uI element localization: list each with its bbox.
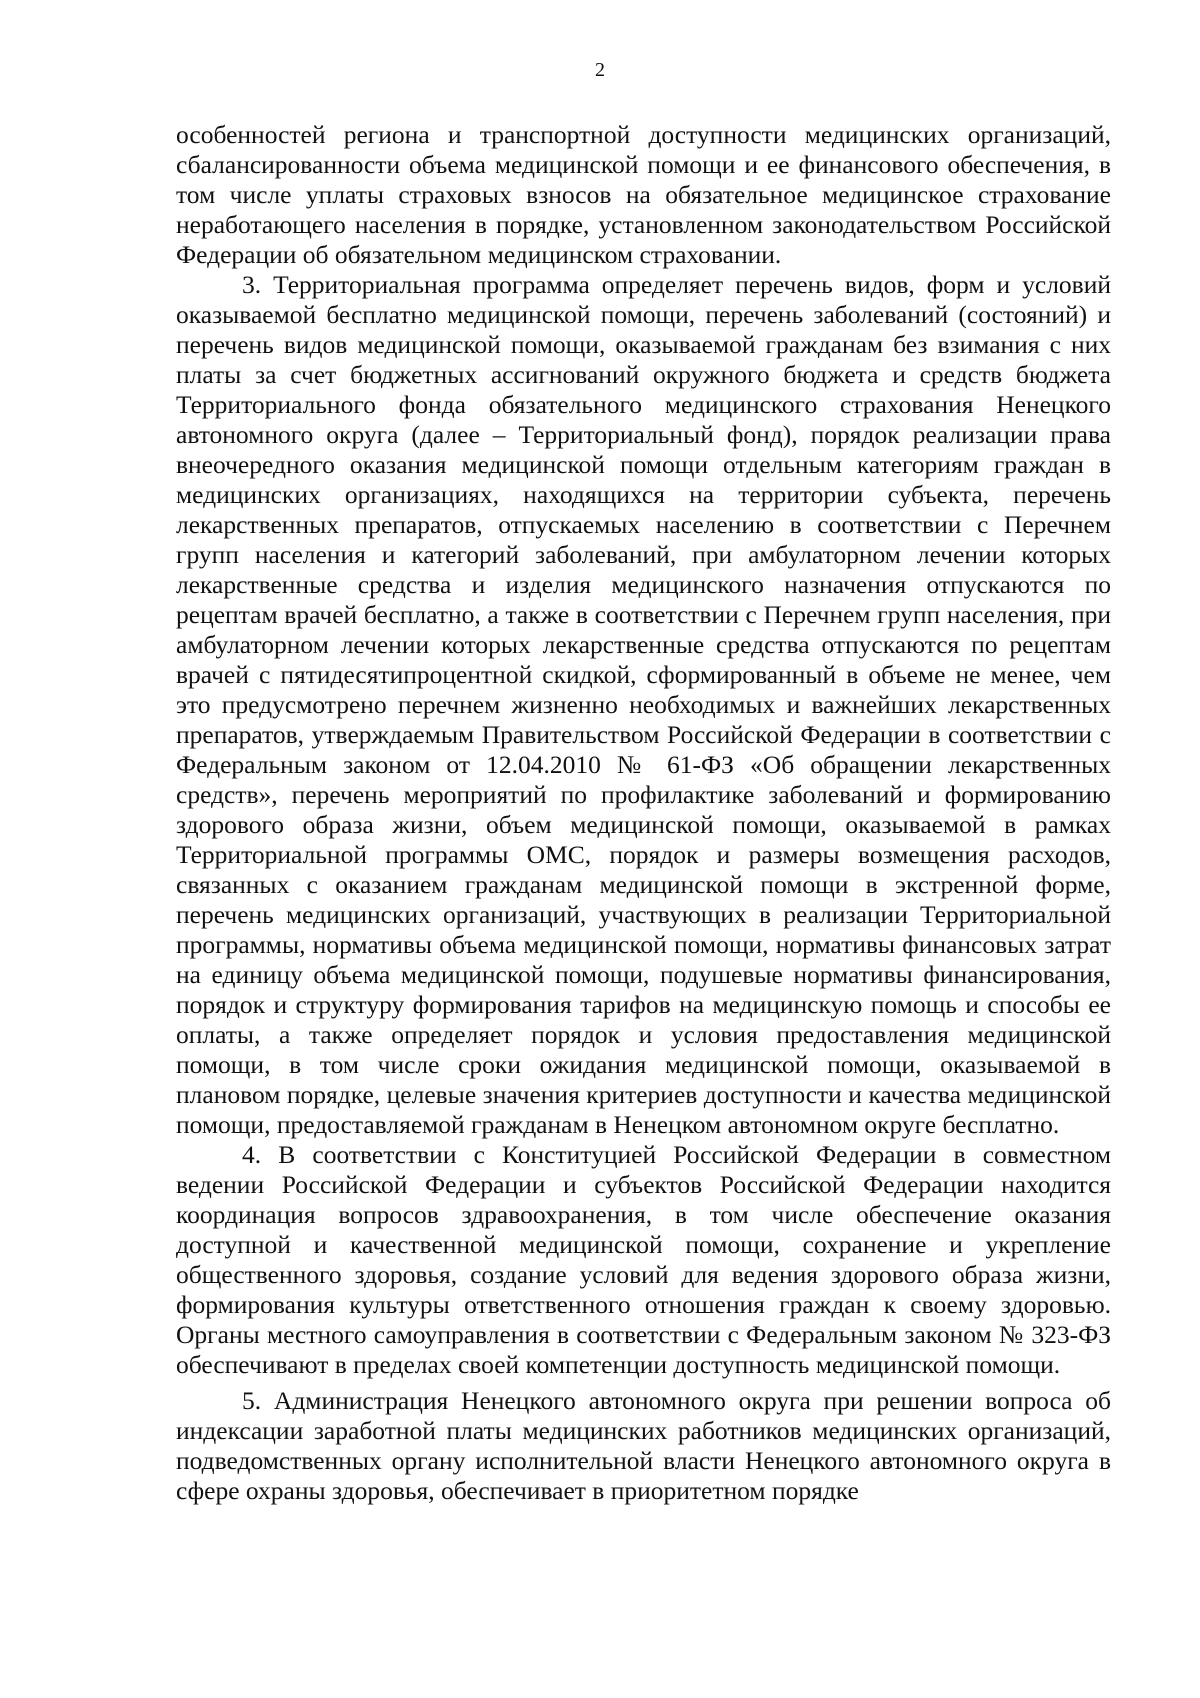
paragraph-item-4: 4. В соответствии с Конституцией Российской Федерации в совместном ведении Российской Федерации и субъектов Российской Федерации находится координация вопросов здравоохранения, в том числе обеспечение оказания доступной и качественной медицинской помощи, сохранение и укрепление общественного здоровья, создание условий для ведения здорового образа жизни, формирования культуры ответственного отношения граждан к своему здоровью. Органы местного самоуправления в соответствии с Федеральным законом № 323-ФЗ обеспечивают в пределах своей компетенции доступность медицинской помощи. — [176, 1140, 1111, 1379]
paragraph-continuation: особенностей региона и транспортной доступности медицинских организаций, сбалансированности объема медицинской помощи и ее финансового обеспечения, в том числе уплаты страховых взносов на обязательное медицинское страхование неработающего населения в порядке, установленном законодательством Российской Федерации об обязательном медицинском страховании. — [176, 120, 1111, 269]
page-number: 2 — [595, 59, 605, 81]
paragraph-item-3: 3. Территориальная программа определяет перечень видов, форм и условий оказываемой бесплатно медицинской помощи, перечень заболеваний (состояний) и перечень видов медицинской помощи, оказываемой гражданам без взимания с них платы за счет бюджетных ассигнований окружного бюджета и средств бюджета Территориального фонда обязательного медицинского страхования Ненецкого автономного округа (далее – Территориальный фонд), порядок реализации права внеочередного оказания медицинской помощи отдельным категориям граждан в медицинских организациях, находящихся на территории субъекта, перечень лекарственных препаратов, отпускаемых населению в соответствии с Перечнем групп населения и категорий заболеваний, при амбулаторном лечении которых лекарственные средства и изделия медицинского назначения отпускаются по рецептам врачей бесплатно, а также в соответствии с Перечнем групп населения, при амбулаторном лечении которых лекарственные средства отпускаются по рецептам врачей с пятидесятипроцентной скидкой, сформированный в объеме не менее, чем это предусмотрено перечнем жизненно необходимых и важнейших лекарственных препаратов, утверждаемым Правительством Российской Федерации в соответствии с Федеральным законом от 12.04.2010 № 61-ФЗ «Об обращении лекарственных средств», перечень мероприятий по профилактике заболеваний и формированию здорового образа жизни, объем медицинской помощи, оказываемой в рамках Территориальной программы ОМС, порядок и размеры возмещения расходов, связанных с оказанием гражданам медицинской помощи в экстренной форме, перечень медицинских организаций, участвующих в реализации Территориальной программы, нормативы объема медицинской помощи, нормативы финансовых затрат на единицу объема медицинской помощи, подушевые нормативы финансирования, порядок и структуру формирования тарифов на медицинскую помощь и способы ее оплаты, а также определяет порядок и условия предоставления медицинской помощи, в том числе сроки ожидания медицинской помощи, оказываемой в плановом порядке, целевые значения критериев доступности и качества медицинской помощи, предоставляемой гражданам в Ненецком автономном округе бесплатно. — [176, 270, 1111, 1139]
paragraph-item-5: 5. Администрация Ненецкого автономного округа при решении вопроса об индексации заработной платы медицинских работников медицинских организаций, подведомственных органу исполнительной власти Ненецкого автономного округа в сфере охраны здоровья, обеспечивает в приоритетном порядке — [176, 1386, 1111, 1505]
document-body — [176, 120, 1111, 1506]
